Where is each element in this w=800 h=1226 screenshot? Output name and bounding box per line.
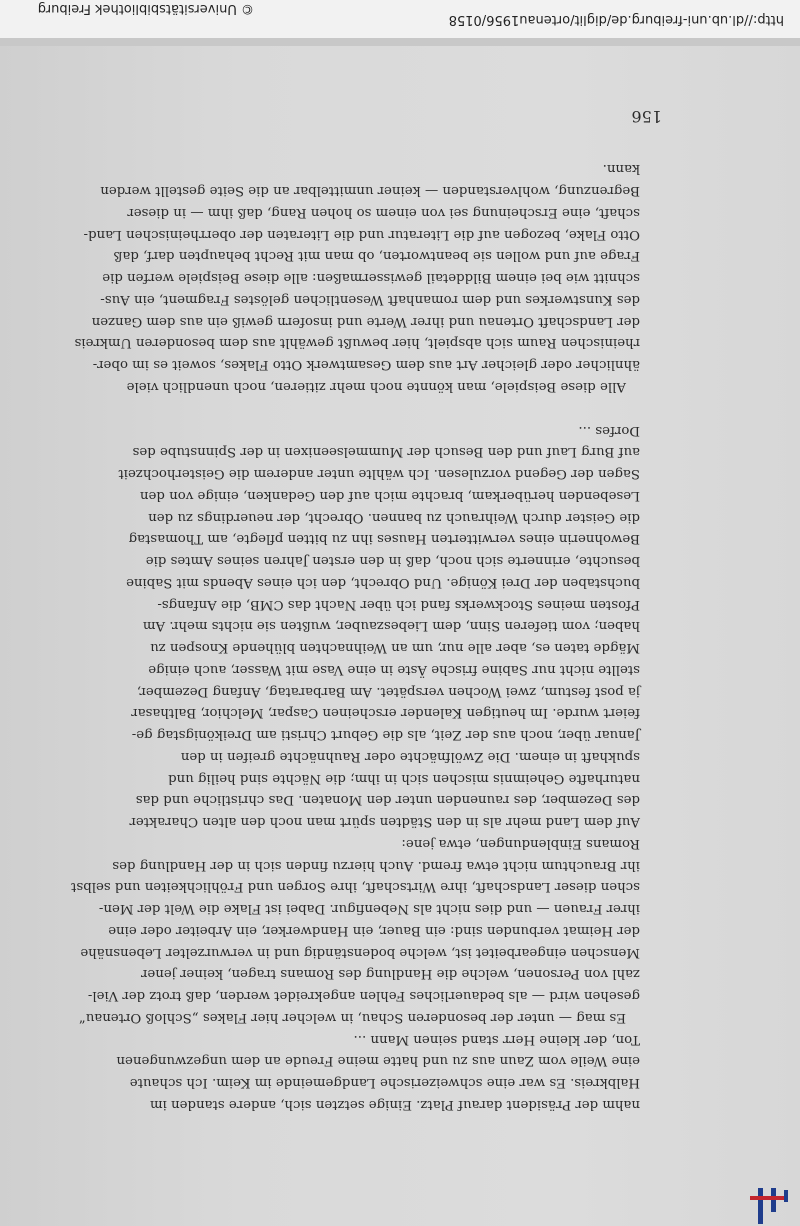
text-line: Dorfes ... xyxy=(578,422,640,438)
text-line: ihr Brauchtum nicht etwa fremd. Auch hierzu finden sich in der Handlung des xyxy=(112,857,640,873)
text-line: Auf dem Land mehr als in den Städten spürt man noch den alten Charakter xyxy=(129,814,640,830)
source-url-link[interactable]: http://dl.ub.uni-freiburg.de/diglit/ortenau1956/0158 xyxy=(448,12,784,27)
text-line: Mägde taten es, aber alle nur, um an Weihnachten blühende Knospen zu xyxy=(150,640,640,656)
text-line: rheinischen Raum sich abspielt, hier bewußt gewählt aus dem besonderen Umkreis xyxy=(74,335,640,351)
text-line: haben; vom tieferen Sinn, dem Liebeszauber, wußten sie nichts mehr. Am xyxy=(142,618,640,634)
text-line: Pfosten meines Stockwerks fand ich über Nacht das CMB, die Anfangs- xyxy=(157,596,640,612)
text-line: Begrenzung, wohlverstanden — keiner unmittelbar an die Seite gestellt werden xyxy=(100,183,640,199)
text-line: stellte nicht nur Sabine frische Äste in eine Vase mit Wasser, auch einige xyxy=(148,662,640,677)
text-line: Menschen eingearbeitet ist, welche bodenständig und in verwurzelter Lebensnähe xyxy=(80,944,640,960)
text-line: Romans Einblendungen, etwa jene: xyxy=(401,836,640,851)
text-line: auf Burg Lauf und den Besuch der Mummelseenixen in der Spinnstube des xyxy=(132,444,640,460)
body-text xyxy=(71,158,640,1115)
text-line: der Heimat verbunden sind: ein Bauer, ein Handwerker, ein Arbeiter oder eine xyxy=(108,923,640,938)
text-line: des Dezember, des raunenden unter den Monaten. Das christliche und das xyxy=(135,792,640,808)
text-line: spukhaft in einem. Die Zwölfnächte oder Rauhnächte greifen in den xyxy=(180,749,640,764)
text-line: ja post festum, zwei Wochen verspätet. Am Barbaratag, Anfang Dezember, xyxy=(136,683,640,699)
text-line: gesehen wird — als bedauerliches Fehlen angekreidet werden, daß trotz der Viel- xyxy=(87,988,640,1004)
footer-bar xyxy=(0,0,800,38)
text-line: besuchte, erinnerte sich noch, daß in den ersten Jahren seines Amtes die xyxy=(145,553,640,569)
text-line: schaft, eine Erscheinung sei von einem so hohen Rang, daß ihm — in dieser xyxy=(127,205,640,220)
library-credit: © Universitätsbibliothek Freiburg xyxy=(37,1,254,16)
page-number: 156 xyxy=(631,107,662,126)
text-line: Alle diese Beispiele, man könnte noch mehr zitieren, noch unendlich viele xyxy=(126,379,626,394)
text-line: ähnlicher oder gleicher Art aus dem Gesamtwerk Otto Flakes, soweit es im ober- xyxy=(92,357,640,373)
text-line: die Geister durch Weihrauch zu bannen. Obrecht, der neuerdings zu den xyxy=(148,509,640,525)
paragraph-gap xyxy=(158,397,640,419)
text-line: Es mag — unter der besonderen Schau, in welcher hier Flakes „Schloß Ortenau“ xyxy=(78,1010,626,1025)
paper-edge xyxy=(0,38,800,46)
text-line: Lesebenden herüberkam, brachte mich auf den Gedanken, einige von den xyxy=(139,488,640,503)
text-line: Sagen der Gegend vorzulesen. Ich wählte unter anderem die Geisterhochzeit xyxy=(118,466,640,482)
text-line: zahl von Personen, welche die Handlung des Romans tragen, keiner jener xyxy=(141,966,640,982)
text-line: nahm der Präsident darauf Platz. Einige setzten sich, andere standen im xyxy=(149,1097,640,1112)
text-line: Januar über, noch aus der Zeit, als die Geburt Christi am Dreikönigstag ge- xyxy=(131,727,640,743)
text-line: schen dieser Landschaft, ihre Wirtschaft, ihre Sorgen und Fröhlichkeiten und selbst xyxy=(71,879,640,895)
text-line: ihrer Frauen — und dies nicht als Nebenfigur. Dabei ist Flake die Welt der Men- xyxy=(98,901,640,917)
text-line: kann. xyxy=(602,161,640,177)
text-line: Halbkreis. Es war eine schweizerische Landgemeinde im Keim. Ich schaute xyxy=(129,1075,640,1091)
text-line: Frage auf und wollen sie beantworten, ob man mit Recht behaupten darf, daß xyxy=(113,248,640,264)
text-line: schnitt wie bei einem Bilddetail gewissermaßen: alle diese Beispiele werfen die xyxy=(102,270,640,286)
text-line: buchstaben der Drei Könige. Und Obrecht, den ich eines Abends mit Sabine xyxy=(126,575,640,590)
text-line: Otto Flake, bezogen auf die Literatur und die Literaten der oberrheinischen Land- xyxy=(83,226,640,242)
text-line: eine Weile vom Zaun aus zu und hatte meine Freude an dem ungezwungenen xyxy=(116,1053,640,1069)
text-line: naturhafte Geheimnis mischen sich in ihm; die Nächte sind heilig und xyxy=(168,770,640,786)
text-line: Ton, der kleine Herr stand seinen Mann ... xyxy=(353,1031,640,1047)
text-line: der Landschaft Ortenau und ihrer Werte und insofern gewiß ein aus dem Ganzen xyxy=(91,313,640,329)
library-logo-icon xyxy=(744,1188,794,1226)
text-line: des Kunstwerkes und dem romanhaft Wesentlichen gelöstes Fragment, ein Aus- xyxy=(100,292,640,307)
text-line: feiert wurde. Im heutigen Kalender erscheinen Caspar, Melchior, Balthasar xyxy=(131,705,640,721)
text-line: Bewohnerin eines verwitterten Hauses ihn zu bitten pflegte, am Thomastag xyxy=(128,531,640,547)
